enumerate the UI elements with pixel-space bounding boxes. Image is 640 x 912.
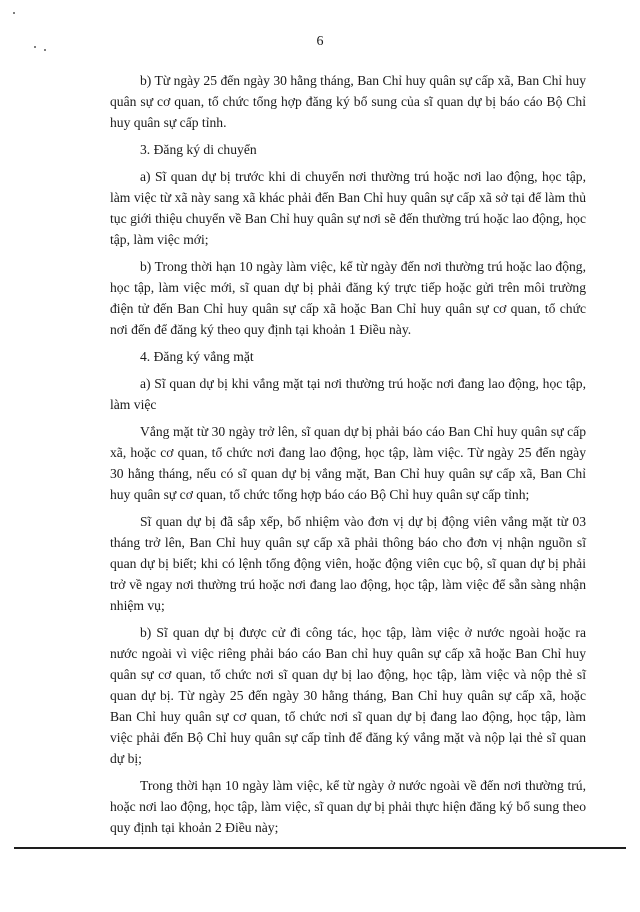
page-number: 6: [316, 34, 324, 49]
paragraph: a) Sĩ quan dự bị trước khi di chuyển nơi thường trú hoặc nơi lao động, học tập, làm việc từ xã này sang xã khác phải đến Ban Chỉ huy quân sự cấp xã sở tại để làm thủ tục giới thiệu chuyển về Ban Chỉ huy quân sự nơi sẽ đến thường trú hoặc lao động, học tập, làm việc mới;: [110, 169, 586, 247]
section-heading: 4. Đăng ký vắng mặt: [140, 349, 254, 364]
paragraph: Sĩ quan dự bị đã sắp xếp, bổ nhiệm vào đơn vị dự bị động viên vắng mặt từ 03 tháng trở lên, Ban Chỉ huy quân sự cấp xã phải thông báo cho đơn vị nhận nguồn sĩ quan dự bị biết; khi có lệnh tổng động viên, hoặc động viên cục bộ, sĩ quan dự bị phải trở về ngay nơi thường trú hoặc nơi đang lao động, học tập, làm việc để sẵn sàng nhận nhiệm vụ;: [110, 514, 586, 613]
paragraph: b) Trong thời hạn 10 ngày làm việc, kể từ ngày đến nơi thường trú hoặc lao động, học tập, làm việc mới, sĩ quan dự bị phải đăng ký trực tiếp hoặc gửi trên môi trường điện tử đến Ban Chỉ huy quân sự cấp xã hoặc Ban Chỉ huy quân sự cơ quan, tổ chức nơi đến để đăng ký theo quy định tại khoản 1 Điều này.: [110, 259, 586, 337]
paragraph: b) Sĩ quan dự bị được cử đi công tác, học tập, làm việc ở nước ngoài hoặc ra nước ngoài vì việc riêng phải báo cáo Ban chỉ huy quân sự cấp xã hoặc Ban Chỉ huy quân sự cơ quan, tổ chức nơi sĩ quan dự bị lao động, học tập, làm việc và nộp thẻ sĩ quan dự bị. Từ ngày 25 đến ngày 30 hằng tháng, Ban Chỉ huy quân sự cấp xã, hoặc Ban Chỉ huy quân sự cơ quan, tổ chức nơi sĩ quan dự bị đang lao động, học tập, làm việc phải đến Bộ Chỉ huy quân sự cấp tỉnh để đăng ký vắng mặt và nộp lại thẻ sĩ quan dự bị;: [110, 625, 586, 766]
paragraph: Vắng mặt từ 30 ngày trở lên, sĩ quan dự bị phải báo cáo Ban Chỉ huy quân sự cấp xã, hoặc cơ quan, tổ chức nơi đang lao động, học tập, làm việc. Từ ngày 25 đến ngày 30 hằng tháng, nếu có sĩ quan dự bị vắng mặt, Ban Chỉ huy quân sự cấp xã, Ban Chỉ huy quân sự cơ quan, tổ chức tổng hợp báo cáo Bộ Chỉ huy quân sự cấp tỉnh;: [110, 424, 586, 502]
paragraph: Trong thời hạn 10 ngày làm việc, kể từ ngày ở nước ngoài về đến nơi thường trú, hoặc nơi lao động, học tập, làm việc, sĩ quan dự bị phải thực hiện đăng ký bổ sung theo quy định tại khoản 2 Điều này;: [110, 778, 586, 835]
paragraph: a) Sĩ quan dự bị khi vắng mặt tại nơi thường trú hoặc nơi đang lao động, học tập, làm việc: [110, 376, 586, 412]
bottom-rule: [14, 847, 626, 849]
section-heading: 3. Đăng ký di chuyển: [140, 142, 257, 157]
scan-speck: [13, 12, 15, 14]
paragraph: b) Từ ngày 25 đến ngày 30 hằng tháng, Ban Chỉ huy quân sự cấp xã, Ban Chỉ huy quân sự cơ quan, tổ chức tổng hợp đăng ký bổ sung của sĩ quan dự bị báo cáo Bộ Chỉ huy quân sự cấp tỉnh.: [110, 73, 586, 130]
document-body: [110, 70, 586, 844]
